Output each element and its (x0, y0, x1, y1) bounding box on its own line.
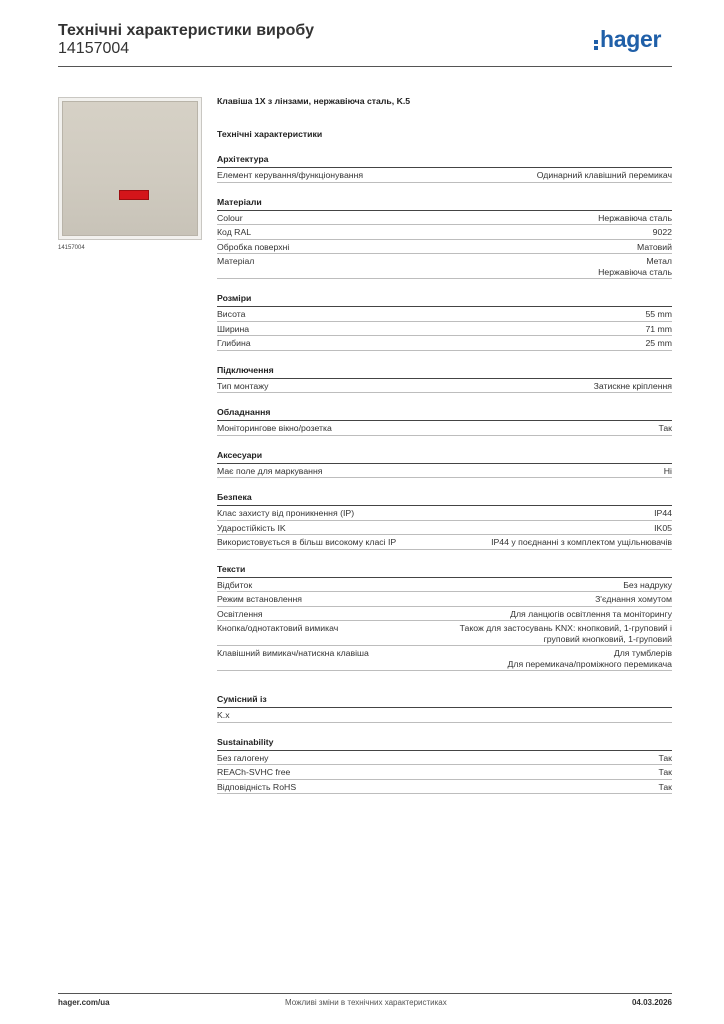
spec-row (217, 307, 672, 322)
spec-row (217, 240, 672, 255)
spec-row (217, 646, 672, 671)
spec-row (217, 336, 672, 351)
spec-label: Глибина (217, 338, 251, 348)
spec-section (217, 449, 672, 479)
spec-content (217, 95, 672, 794)
footer-disclaimer: Можливі зміни в технічних характеристиках (285, 998, 447, 1007)
page-title: Технічні характеристики виробу (58, 22, 314, 39)
section-title: Розміри (217, 293, 252, 303)
spec-row (217, 168, 672, 183)
spec-section (217, 196, 672, 280)
spec-row (217, 708, 672, 723)
spec-label: Colour (217, 212, 243, 223)
spec-value: Ні (663, 465, 672, 476)
footer-divider (58, 993, 672, 994)
spec-value: Нержавіюча сталь (598, 212, 672, 223)
section-title: Архітектура (217, 154, 269, 164)
spec-row (217, 225, 672, 240)
header-divider (58, 66, 672, 67)
spec-row (217, 521, 672, 536)
spec-row (217, 254, 672, 279)
logo-text: hager (600, 26, 662, 52)
section-title: Матеріали (217, 196, 262, 207)
spec-value: IP44 (654, 508, 672, 518)
spec-row (217, 621, 672, 646)
spec-label: REACh-SVHC free (217, 767, 291, 777)
spec-value: Затискне кріплення (593, 380, 672, 391)
spec-row (217, 751, 672, 766)
spec-section (217, 406, 672, 436)
spec-section (217, 491, 672, 550)
spec-label: Ширина (217, 323, 250, 334)
spec-value: Так (658, 767, 672, 777)
spec-label: Ударостійкість IK (217, 522, 286, 533)
section-title: Сумісний із (217, 694, 267, 704)
spec-section (217, 292, 672, 351)
spec-section (217, 153, 672, 183)
spec-value: Так (658, 752, 672, 763)
footer-date: 04.03.2026 (631, 998, 672, 1007)
spec-label: K.x (217, 710, 230, 720)
spec-value: Без надруку (623, 579, 672, 590)
red-lens (119, 190, 149, 200)
spec-value: IP44 у поєднанні з комплектом ущільнювачів (491, 537, 672, 547)
section-title: Тексти (217, 563, 246, 574)
spec-value: Для ланцюгів освітлення та моніторингу (510, 608, 672, 619)
spec-row (217, 379, 672, 394)
spec-label: Без галогену (217, 752, 269, 763)
switch-face (62, 101, 198, 236)
spec-row (217, 421, 672, 436)
spec-value: Для тумблерів Для перемикача/проміжного перемикача (507, 648, 672, 669)
footer-website-link[interactable]: hager.com/ua (58, 998, 110, 1007)
spec-row (217, 322, 672, 337)
spec-label: Кнопка/однотактовий вимикач (217, 623, 339, 633)
spec-label: Використовується в більш високому класі IP (217, 537, 397, 547)
logo-mark-icon (594, 40, 598, 44)
spec-label: Режим встановлення (217, 594, 303, 604)
spec-row (217, 211, 672, 226)
spec-label: Клас захисту від проникнення (IP) (217, 508, 355, 518)
spec-value: 71 mm (645, 323, 672, 334)
product-title: Клавіша 1X з лінзами, нержавіюча сталь, K.5 (217, 96, 411, 106)
spec-row (217, 464, 672, 479)
spec-row (217, 578, 672, 593)
spec-section (217, 736, 672, 795)
spec-row (217, 592, 672, 607)
spec-value (240, 710, 672, 721)
spec-label: Відповідність RoHS (217, 781, 297, 792)
spec-section (217, 693, 672, 723)
spec-label: Моніторингове вікно/розетка (217, 423, 332, 433)
section-title: Sustainability (217, 736, 274, 747)
spec-label: Елемент керування/функціонування (217, 170, 364, 180)
spec-label: Клавішний вимикач/натискна клавіша (217, 648, 369, 658)
spec-value: 9022 (652, 227, 672, 237)
spec-label: Освітлення (217, 608, 263, 619)
product-code: 14157004 (58, 40, 130, 57)
image-caption: 14157004 (58, 245, 85, 251)
spec-value: Так (658, 423, 672, 433)
hager-logo[interactable] (594, 28, 661, 51)
section-title: Безпека (217, 492, 252, 502)
spec-section (217, 563, 672, 672)
spec-value: IK05 (654, 522, 672, 533)
spec-row (217, 535, 672, 550)
spec-value: Метал Нержавіюча сталь (598, 256, 672, 277)
spec-value: Так (658, 781, 672, 792)
spec-heading: Технічні характеристики (217, 129, 323, 139)
spec-row (217, 607, 672, 622)
spec-value: Одинарний клавішний перемикач (536, 170, 672, 180)
spec-row (217, 780, 672, 795)
spec-sections (217, 153, 672, 794)
product-image (58, 97, 202, 240)
spec-value: Також для застосувань KNX: кнопковий, 1-груповий і груповий кнопковий, 1-груповий (459, 623, 672, 644)
spec-label: Тип монтажу (217, 380, 269, 391)
spec-row (217, 506, 672, 521)
spec-label: Код RAL (217, 227, 252, 237)
section-title: Підключення (217, 364, 274, 375)
spec-label: Матеріал (217, 256, 255, 266)
spec-value: З'єднання хомутом (595, 594, 672, 604)
spec-label: Висота (217, 309, 246, 319)
spec-label: Обробка поверхні (217, 241, 290, 252)
spec-value: 55 mm (645, 309, 672, 319)
spec-section (217, 364, 672, 394)
spec-value: Матовий (636, 241, 672, 252)
spec-label: Має поле для маркування (217, 465, 323, 476)
section-title: Аксесуари (217, 449, 263, 460)
spec-value: 25 mm (645, 338, 672, 348)
spec-row (217, 765, 672, 780)
spec-label: Відбиток (217, 579, 253, 590)
section-title: Обладнання (217, 407, 271, 417)
